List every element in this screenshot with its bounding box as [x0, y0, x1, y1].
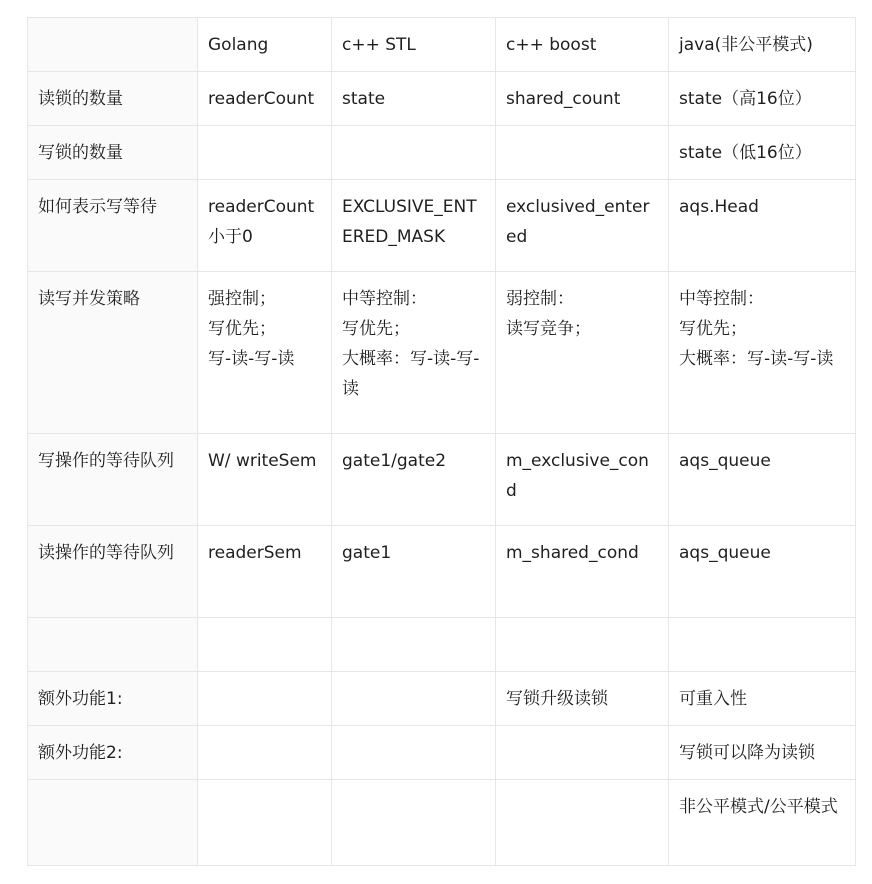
table-cell-cpp-boost	[496, 672, 669, 726]
table-row	[28, 726, 856, 780]
table-cell-label	[28, 780, 198, 866]
table-cell-label	[28, 272, 198, 434]
cell-text: 额外功能2:	[38, 743, 123, 763]
cell-text: exclusived_entered	[506, 197, 650, 247]
table-cell-label	[28, 126, 198, 180]
table-cell-cpp-stl	[332, 618, 496, 672]
table-cell-java	[669, 672, 856, 726]
cell-text: gate1	[342, 543, 392, 563]
table-row	[28, 672, 856, 726]
cell-text: 读操作的等待队列	[38, 543, 174, 563]
cell-text: W/ writeSem	[208, 451, 317, 471]
cell-text: 读写竞争；	[506, 319, 591, 339]
cell-text: 强控制；	[208, 289, 276, 309]
table-row	[28, 526, 856, 618]
table-cell-cpp-boost	[496, 272, 669, 434]
table-cell-label	[28, 180, 198, 272]
cell-text: state（高16位）	[679, 89, 812, 109]
cell-text: 写操作的等待队列	[38, 451, 174, 471]
table-cell-java	[669, 272, 856, 434]
cell-text: 写优先；	[679, 319, 747, 339]
table-cell-cpp-stl	[332, 434, 496, 526]
cell-text: 写优先；	[342, 319, 410, 339]
cell-text: readerCount	[208, 89, 315, 109]
table-cell-golang	[198, 72, 332, 126]
table-row	[28, 272, 856, 434]
table-cell-label	[28, 434, 198, 526]
cell-text: aqs_queue	[679, 451, 771, 471]
table-cell-cpp-stl	[332, 72, 496, 126]
table-cell-cpp-boost	[496, 72, 669, 126]
cell-text: shared_count	[506, 89, 621, 109]
table-cell-java	[669, 618, 856, 672]
cell-text: m_shared_cond	[506, 543, 639, 563]
table-cell-cpp-stl	[332, 126, 496, 180]
header-cell-golang: Golang	[198, 18, 332, 72]
table-cell-cpp-stl	[332, 180, 496, 272]
header-cell-cpp-boost: c++ boost	[496, 18, 669, 72]
cell-text: aqs.Head	[679, 197, 759, 217]
table-cell-cpp-stl	[332, 780, 496, 866]
table-cell-java	[669, 180, 856, 272]
cell-text: 大概率：写-读-写-读	[679, 349, 834, 369]
header-cell-java: java(非公平模式)	[669, 18, 856, 72]
table-cell-java	[669, 780, 856, 866]
table-cell-label	[28, 72, 198, 126]
table-cell-cpp-stl	[332, 272, 496, 434]
table-cell-cpp-boost	[496, 180, 669, 272]
table-row	[28, 72, 856, 126]
table-cell-cpp-boost	[496, 434, 669, 526]
table-cell-golang	[198, 272, 332, 434]
table-cell-golang	[198, 780, 332, 866]
cell-text: 中等控制：	[679, 289, 764, 309]
table-cell-golang	[198, 180, 332, 272]
cell-text: 读锁的数量	[38, 89, 123, 109]
comparison-table-container	[27, 17, 856, 866]
table-cell-cpp-boost	[496, 780, 669, 866]
cell-text: state（低16位）	[679, 143, 812, 163]
cell-text: 中等控制：	[342, 289, 427, 309]
cell-text: m_exclusive_cond	[506, 451, 649, 501]
table-cell-cpp-boost	[496, 618, 669, 672]
table-cell-java	[669, 72, 856, 126]
table-cell-java	[669, 526, 856, 618]
cell-text: 写-读-写-读	[208, 349, 295, 369]
table-cell-golang	[198, 526, 332, 618]
cell-text: 大概率：写-读-写-读	[342, 349, 480, 399]
table-cell-golang	[198, 726, 332, 780]
cell-text: 写优先；	[208, 319, 276, 339]
cell-text: state	[342, 89, 386, 109]
table-cell-cpp-stl	[332, 726, 496, 780]
cell-text: EXCLUSIVE_ENTERED_MASK	[342, 197, 477, 247]
table-cell-cpp-boost	[496, 726, 669, 780]
table-row	[28, 780, 856, 866]
table-cell-label	[28, 526, 198, 618]
table-cell-golang	[198, 126, 332, 180]
cell-text: 非公平模式/公平模式	[679, 797, 838, 817]
cell-text: readerCount 小于0	[208, 197, 315, 247]
table-row	[28, 618, 856, 672]
table-cell-label	[28, 726, 198, 780]
table-row	[28, 126, 856, 180]
cell-text: 额外功能1:	[38, 689, 123, 709]
table-cell-java	[669, 126, 856, 180]
table-cell-golang	[198, 672, 332, 726]
table-cell-java	[669, 726, 856, 780]
header-row	[28, 18, 856, 72]
table-row	[28, 434, 856, 526]
table-cell-cpp-stl	[332, 526, 496, 618]
table-cell-label	[28, 672, 198, 726]
table-cell-golang	[198, 434, 332, 526]
table-cell-java	[669, 434, 856, 526]
table-cell-cpp-boost	[496, 526, 669, 618]
cell-text: 写锁可以降为读锁	[679, 743, 815, 763]
table-cell-label	[28, 618, 198, 672]
cell-text: 如何表示写等待	[38, 197, 157, 217]
table-cell-cpp-boost	[496, 126, 669, 180]
table-cell-cpp-stl	[332, 672, 496, 726]
cell-text: 写锁的数量	[38, 143, 123, 163]
cell-text: 弱控制：	[506, 289, 574, 309]
cell-text: readerSem	[208, 543, 302, 563]
rwlock-comparison-table	[27, 17, 856, 866]
cell-text: 写锁升级读锁	[506, 689, 608, 709]
header-cell-empty	[28, 18, 198, 72]
cell-text: 读写并发策略	[38, 289, 140, 309]
table-row	[28, 180, 856, 272]
cell-text: gate1/gate2	[342, 451, 447, 471]
cell-text: 可重入性	[679, 689, 747, 709]
header-cell-cpp-stl: c++ STL	[332, 18, 496, 72]
table-cell-golang	[198, 618, 332, 672]
cell-text: aqs_queue	[679, 543, 771, 563]
